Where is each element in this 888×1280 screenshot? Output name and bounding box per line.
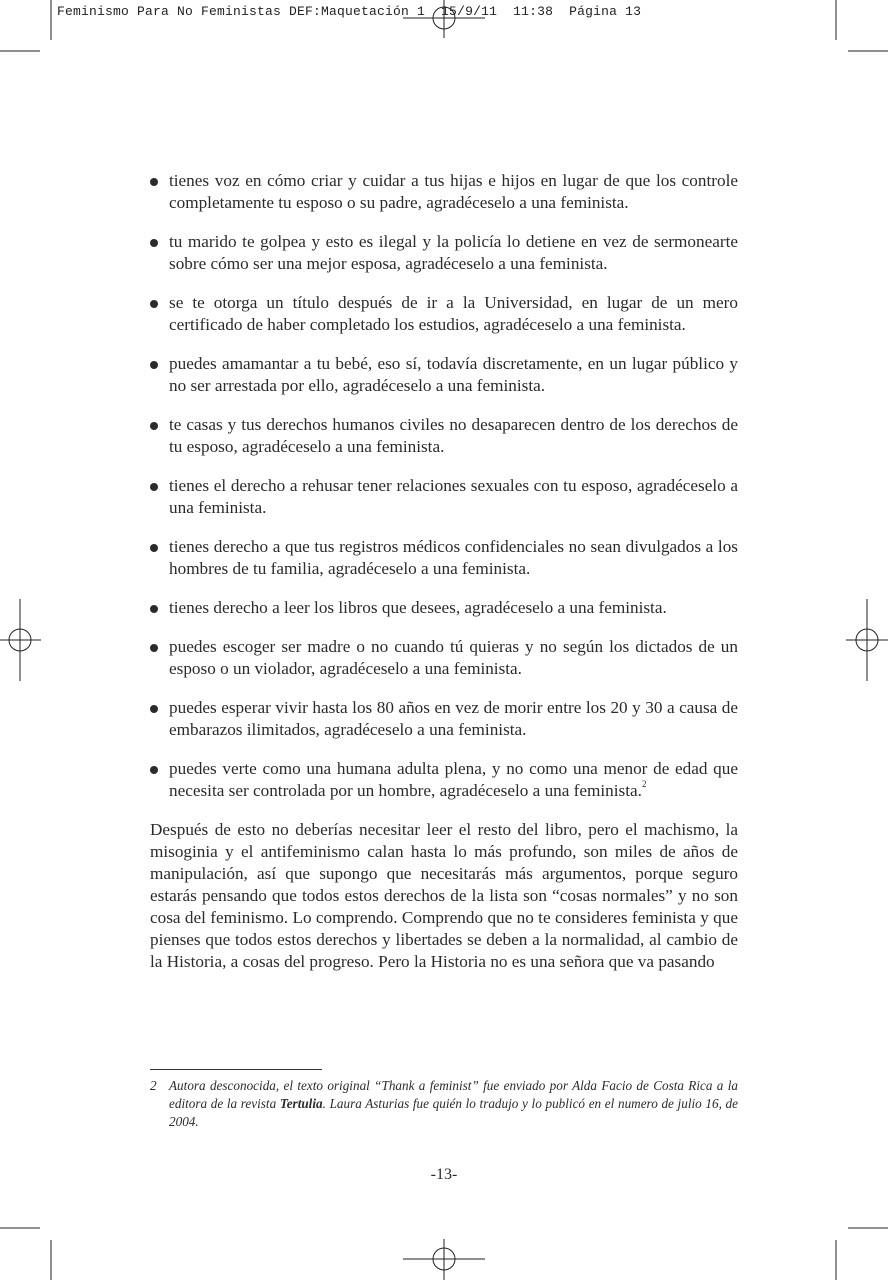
bullet-icon (150, 544, 158, 552)
list-item-text: tienes derecho a que tus registros médicos confidenciales no sean divulgados a los hombres de tu familia, agradéceselo a una feminista. (169, 537, 738, 578)
list-item (150, 536, 738, 580)
list-item (150, 292, 738, 336)
bullet-icon (150, 644, 158, 652)
list-item-text: tienes voz en cómo criar y cuidar a tus hijas e hijos en lugar de que los controle completamente tu esposo o su padre, agradéceselo a una feminista. (169, 171, 738, 212)
footnote (150, 1077, 738, 1131)
list-item (150, 475, 738, 519)
body-paragraph: Después de esto no deberías necesitar leer el resto del libro, pero el machismo, la misoginia y el antifeminismo calan hasta lo más profundo, son miles de años de manipulación, así que supongo que necesitarás más argumentos, porque seguro estarás pensando que todos estos derechos de la lista son “cosas normales” y no son cosa del feminismo. Lo comprendo. Comprendo que no te consideres feminista y que pienses que todos estos derechos y libertades se deben a la normalidad, al cambio de la Historia, a cosas del progreso. Pero la Historia no es una señora que va pasando (150, 820, 738, 971)
list-item-text: puedes esperar vivir hasta los 80 años en vez de morir entre los 20 y 30 a causa de embarazos ilimitados, agradéceselo a una feminista. (169, 698, 738, 739)
registration-mark-left (0, 599, 41, 681)
list-item-text: tienes el derecho a rehusar tener relaciones sexuales con tu esposo, agradéceselo a una feminista. (169, 476, 738, 517)
list-item (150, 636, 738, 680)
list-item (150, 597, 738, 619)
printer-slug-line: Feminismo Para No Feministas DEF:Maquetación 1 15/9/11 11:38 Página 13 (57, 4, 642, 19)
footnote-reference: 2 (641, 779, 647, 790)
list-item-text: puedes verte como una humana adulta plena, y no como una menor de edad que necesita ser controlada por un hombre, agradéceselo a una feminista. (169, 759, 738, 800)
footnote-text-after: . Laura Asturias fue quién lo tradujo y lo publicó en el numero de julio 16, de 2004. (169, 1096, 738, 1129)
list-item-text: tienes derecho a leer los libros que desees, agradéceselo a una feminista. (169, 598, 667, 617)
bullet-icon (150, 178, 158, 186)
bullet-icon (150, 422, 158, 430)
list-item-text: puedes escoger ser madre o no cuando tú quieras y no según los dictados de un esposo o un violador, agradéceselo a una feminista. (169, 637, 738, 678)
bullet-icon (150, 483, 158, 491)
list-item-text: puedes amamantar a tu bebé, eso sí, todavía discretamente, en un lugar público y no ser arrestada por ello, agradéceselo a una feminista. (169, 354, 738, 395)
list-item (150, 353, 738, 397)
footnote-divider (150, 1069, 322, 1070)
list-item (150, 170, 738, 214)
bullet-icon (150, 300, 158, 308)
bullet-icon (150, 766, 158, 774)
bullet-icon (150, 361, 158, 369)
list-item (150, 758, 738, 802)
magazine-name: Tertulia (279, 1096, 323, 1111)
list-item (150, 697, 738, 741)
bullet-list (150, 170, 738, 802)
list-item-text: te casas y tus derechos humanos civiles no desaparecen dentro de los derechos de tu esposo, agradéceselo a una feminista. (169, 415, 738, 456)
list-item-text: se te otorga un título después de ir a la Universidad, en lugar de un mero certificado de haber completado los estudios, agradéceselo a una feminista. (169, 293, 738, 334)
footnote-text (150, 1077, 738, 1131)
registration-mark-top (403, 0, 485, 38)
list-item (150, 414, 738, 458)
page-number: -13- (430, 1166, 458, 1183)
footnote-number: 2 (150, 1078, 157, 1093)
list-item-text: tu marido te golpea y esto es ilegal y la policía lo detiene en vez de sermonearte sobre cómo ser una mejor esposa, agradéceselo a una feminista. (169, 232, 738, 273)
footnote-text-before: Autora desconocida, el texto original “Thank a feminist” fue enviado por Alda Facio de Costa Rica a la editora de la revista (169, 1078, 738, 1111)
page-content (150, 170, 738, 973)
registration-mark-right (846, 599, 888, 681)
list-item (150, 231, 738, 275)
bullet-icon (150, 605, 158, 613)
bullet-icon (150, 705, 158, 713)
registration-mark-bottom (403, 1239, 485, 1280)
bullet-icon (150, 239, 158, 247)
